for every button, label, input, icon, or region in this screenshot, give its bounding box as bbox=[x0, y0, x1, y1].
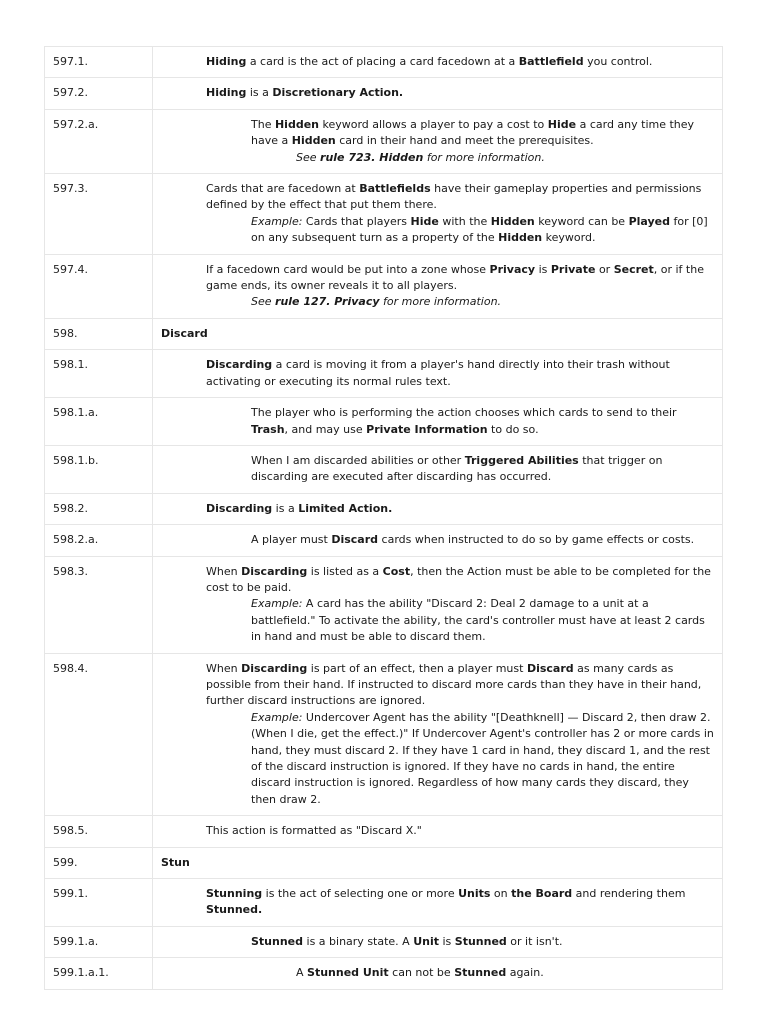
text-run: When bbox=[206, 661, 242, 675]
rule-text-cell bbox=[153, 816, 723, 847]
text-run: Hidden bbox=[274, 117, 319, 131]
text-run: you control. bbox=[583, 55, 653, 68]
rule-text bbox=[161, 886, 714, 919]
text-run: as many cards as possible from their hand. If instructed to discard more cards than they have in their hand, further discard instructions are ignored. bbox=[206, 661, 702, 708]
text-run: again. bbox=[506, 966, 544, 980]
text-run: Hidden bbox=[490, 214, 535, 228]
text-run: or bbox=[595, 262, 614, 276]
text-run: is bbox=[439, 934, 455, 948]
rule-row bbox=[45, 398, 723, 446]
text-run: card in their hand and meet the prerequisites. bbox=[335, 134, 594, 148]
text-run: a card is the act of placing a card facedown at a bbox=[246, 55, 519, 68]
rule-text bbox=[161, 965, 714, 981]
text-run: with the bbox=[438, 214, 491, 228]
rule-reference bbox=[161, 150, 714, 166]
rule-text-cell bbox=[153, 318, 723, 349]
rules-table bbox=[44, 46, 723, 990]
text-run: is the act of selecting one or more bbox=[262, 887, 459, 901]
rule-text bbox=[161, 117, 714, 150]
text-run: The bbox=[251, 117, 275, 131]
rule-number: 598.5. bbox=[45, 816, 153, 847]
rule-example bbox=[161, 710, 714, 808]
text-run: for more information. bbox=[379, 295, 502, 309]
text-run: is listed as a bbox=[307, 564, 383, 578]
text-run: a card any time they have a bbox=[251, 117, 695, 148]
rule-example bbox=[161, 294, 714, 310]
rule-number: 599.1. bbox=[45, 879, 153, 927]
rule-text bbox=[161, 326, 714, 342]
rule-text bbox=[161, 532, 714, 548]
rule-text-cell bbox=[153, 926, 723, 957]
rule-number: 599.1.a.1. bbox=[45, 958, 153, 989]
rule-text-cell bbox=[153, 493, 723, 524]
text-run: a card is moving it from a player's hand directly into their trash without activating or executing its normal rules text. bbox=[206, 358, 670, 388]
text-run: is a binary state. A bbox=[303, 934, 414, 948]
rule-number: 598.2. bbox=[45, 493, 153, 524]
rule-row bbox=[45, 47, 723, 78]
rule-example bbox=[161, 214, 714, 247]
rule-number: 598.4. bbox=[45, 653, 153, 816]
rule-text bbox=[161, 501, 714, 517]
text-run: that trigger on discarding are executed after discarding has occurred. bbox=[251, 453, 663, 484]
text-run: can not be bbox=[388, 966, 455, 980]
rule-row bbox=[45, 318, 723, 349]
text-run: A card has the ability "Discard 2: Deal 2 damage to a unit at a battlefield." To activate the ability, the card's controller must have at least 2 cards in hand and must be able to discard them. bbox=[251, 597, 705, 644]
text-run: have their gameplay properties and permissions defined by the effect that put them there. bbox=[206, 182, 702, 212]
text-run: Stunned bbox=[454, 966, 507, 980]
text-run: Unit bbox=[413, 934, 439, 948]
rule-number: 597.2.a. bbox=[45, 109, 153, 173]
rule-number: 597.3. bbox=[45, 174, 153, 255]
text-run: Discard bbox=[161, 326, 208, 340]
rule-number: 598. bbox=[45, 318, 153, 349]
rule-text-cell bbox=[153, 653, 723, 816]
rule-text-cell bbox=[153, 879, 723, 927]
rule-number: 598.2.a. bbox=[45, 525, 153, 556]
text-run: The player who is performing the action chooses which cards to send to their bbox=[251, 406, 677, 420]
text-run: Discretionary Action. bbox=[272, 86, 404, 100]
text-run: or it isn't. bbox=[506, 934, 563, 948]
text-run: Stunned. bbox=[206, 903, 263, 917]
text-run: Discard bbox=[331, 533, 379, 547]
rule-text-cell bbox=[153, 350, 723, 398]
text-run: Battlefields bbox=[359, 182, 431, 196]
rule-number: 597.1. bbox=[45, 47, 153, 78]
rule-row bbox=[45, 653, 723, 816]
rule-text-cell bbox=[153, 445, 723, 493]
text-run: keyword can be bbox=[534, 214, 629, 228]
rule-text-cell bbox=[153, 398, 723, 446]
rule-row bbox=[45, 847, 723, 878]
text-run: cards when instructed to do so by game effects or costs. bbox=[378, 533, 695, 547]
text-run: Hide bbox=[547, 117, 577, 131]
rule-text-cell bbox=[153, 174, 723, 255]
text-run: If a facedown card would be put into a zone whose bbox=[206, 262, 490, 276]
rule-row bbox=[45, 78, 723, 109]
rule-text bbox=[161, 453, 714, 486]
text-run: See bbox=[296, 150, 321, 164]
text-run: keyword allows a player to pay a cost to bbox=[319, 117, 548, 131]
text-run: the Board bbox=[511, 887, 573, 901]
rule-text bbox=[161, 54, 714, 70]
text-run: keyword. bbox=[542, 231, 596, 245]
text-run: When I am discarded abilities or other bbox=[251, 453, 465, 467]
text-run: Stunned bbox=[251, 934, 304, 948]
rule-text bbox=[161, 564, 714, 597]
text-run: Hiding bbox=[206, 55, 247, 68]
text-run: Example: bbox=[251, 710, 303, 724]
rule-row bbox=[45, 958, 723, 989]
text-run: Cards that are facedown at bbox=[206, 182, 360, 196]
text-run: , then the Action must be able to be completed for the cost to be paid. bbox=[206, 564, 711, 594]
text-run: Secret bbox=[613, 262, 654, 276]
rule-text bbox=[161, 85, 714, 101]
rule-text-cell bbox=[153, 525, 723, 556]
text-run: Cost bbox=[382, 564, 411, 578]
text-run: Discarding bbox=[206, 501, 273, 515]
rule-text bbox=[161, 181, 714, 214]
text-run: Discarding bbox=[206, 358, 273, 372]
rule-text bbox=[161, 661, 714, 710]
text-run: for [0] on any subsequent turn as a property of the bbox=[251, 214, 708, 245]
rule-row bbox=[45, 816, 723, 847]
rule-text-cell bbox=[153, 847, 723, 878]
rule-example bbox=[161, 596, 714, 645]
text-run: on bbox=[490, 887, 512, 901]
text-run: Cards that players bbox=[302, 214, 411, 228]
text-run: is a bbox=[272, 501, 299, 515]
rule-number: 598.1.a. bbox=[45, 398, 153, 446]
rule-text-cell bbox=[153, 556, 723, 653]
text-run: Limited Action. bbox=[298, 501, 393, 515]
rule-text-cell bbox=[153, 78, 723, 109]
text-run: A player must bbox=[251, 533, 332, 547]
rule-number: 599. bbox=[45, 847, 153, 878]
text-run: Triggered Abilities bbox=[464, 453, 579, 467]
text-run: Battlefield bbox=[518, 55, 584, 68]
text-run: A bbox=[296, 966, 308, 980]
text-run: is a bbox=[246, 86, 273, 100]
text-run: , or if the game ends, its owner reveals it to all players. bbox=[206, 262, 704, 293]
rule-row bbox=[45, 254, 723, 318]
text-run: Stunning bbox=[206, 887, 263, 901]
text-run: Hide bbox=[410, 214, 439, 228]
text-run: Played bbox=[628, 214, 670, 228]
text-run: rule 127. Privacy bbox=[275, 295, 380, 309]
text-run: and rendering them bbox=[572, 887, 686, 901]
rule-text bbox=[161, 823, 714, 839]
text-run: for more information. bbox=[423, 150, 545, 164]
text-run: Discarding bbox=[241, 661, 308, 675]
rule-text bbox=[161, 934, 714, 950]
rule-row bbox=[45, 493, 723, 524]
text-run: When bbox=[206, 564, 242, 578]
rule-number: 597.2. bbox=[45, 78, 153, 109]
rule-text bbox=[161, 855, 714, 871]
text-run: Stun bbox=[161, 855, 190, 869]
rule-text bbox=[161, 405, 714, 438]
text-run: is part of an effect, then a player must bbox=[307, 661, 527, 675]
text-run: Stunned Unit bbox=[307, 966, 389, 980]
rule-text bbox=[161, 262, 714, 295]
rule-text-cell bbox=[153, 958, 723, 989]
rule-text-cell bbox=[153, 109, 723, 173]
text-run: Hidden bbox=[291, 134, 336, 148]
rules-table-body bbox=[45, 47, 723, 990]
text-run: Units bbox=[458, 887, 491, 901]
rule-row bbox=[45, 525, 723, 556]
rule-number: 598.1. bbox=[45, 350, 153, 398]
text-run: Undercover Agent has the ability "[Deathknell] — Discard 2, then draw 2. (When I die, get the effect.)" If Undercover Agent's controller has 2 or more cards in hand, they must discard 2. If they have 1 card in hand, they discard 1, and the rest of the discard instruction is ignored. If they have no cards in hand, the entire discard instruction is ignored. Regardless of how many cards they discard, they then draw 2. bbox=[251, 710, 714, 806]
text-run: Trash bbox=[251, 422, 285, 436]
rule-number: 599.1.a. bbox=[45, 926, 153, 957]
rule-row bbox=[45, 350, 723, 398]
text-run: Discard bbox=[526, 661, 574, 675]
rule-row bbox=[45, 445, 723, 493]
rule-text bbox=[161, 357, 714, 390]
text-run: See bbox=[251, 295, 276, 309]
text-run: Hiding bbox=[206, 86, 247, 100]
text-run: Example: bbox=[251, 597, 303, 611]
rule-number: 597.4. bbox=[45, 254, 153, 318]
rule-row bbox=[45, 879, 723, 927]
text-run: is bbox=[535, 262, 551, 276]
text-run: Discarding bbox=[241, 564, 308, 578]
text-run: Example: bbox=[251, 214, 303, 228]
text-run: , and may use bbox=[284, 422, 367, 436]
rule-row bbox=[45, 174, 723, 255]
rule-number: 598.1.b. bbox=[45, 445, 153, 493]
rule-row bbox=[45, 109, 723, 173]
text-run: Stunned bbox=[454, 934, 507, 948]
rule-number: 598.3. bbox=[45, 556, 153, 653]
text-run: This action is formatted as "Discard X." bbox=[206, 824, 422, 838]
rule-row bbox=[45, 556, 723, 653]
text-run: to do so. bbox=[487, 422, 539, 436]
rule-text-cell bbox=[153, 254, 723, 318]
rule-text-cell bbox=[153, 47, 723, 78]
text-run: rule 723. Hidden bbox=[320, 150, 424, 164]
text-run: Private Information bbox=[366, 422, 488, 436]
text-run: Privacy bbox=[489, 262, 536, 276]
text-run: Private bbox=[550, 262, 596, 276]
text-run: Hidden bbox=[498, 231, 543, 245]
rule-row bbox=[45, 926, 723, 957]
